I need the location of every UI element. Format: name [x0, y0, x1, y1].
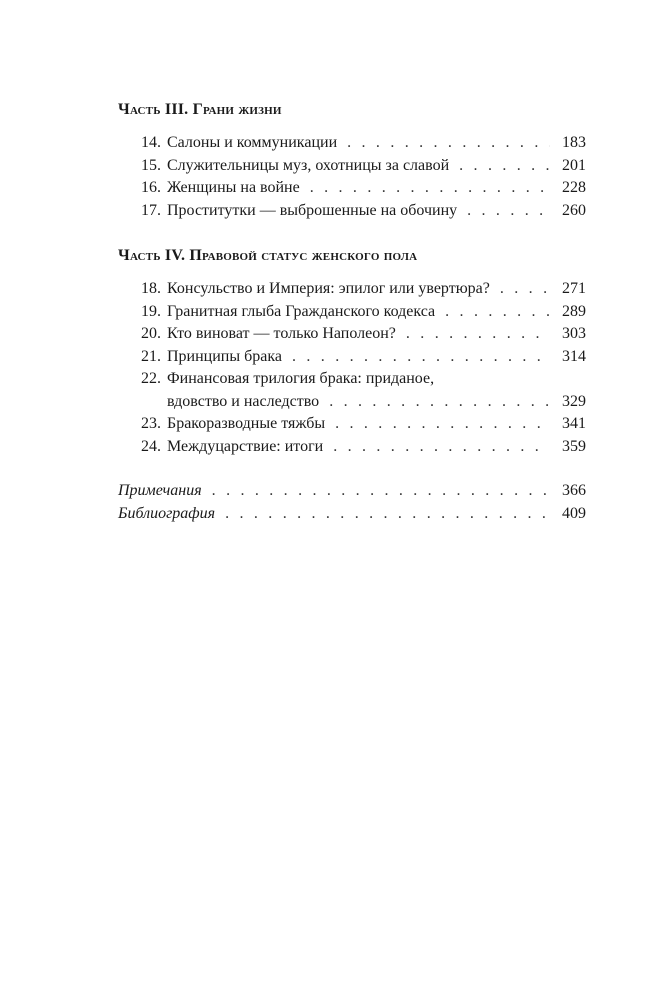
chapter-title: Кто виноват — только Наполеон? — [167, 325, 396, 342]
dot-leader — [347, 132, 550, 155]
chapter-title: Бракоразводные тяжбы — [167, 415, 326, 432]
page-number: 183 — [562, 134, 586, 151]
toc-entry[interactable] — [141, 436, 586, 459]
toc-entry[interactable] — [141, 323, 586, 346]
chapter-number: 22. — [141, 370, 161, 387]
chapter-number: 20. — [141, 325, 161, 342]
chapter-title: Междуцарствие: итоги — [167, 437, 324, 455]
dot-leader — [467, 200, 550, 223]
dot-leader — [500, 278, 550, 301]
page-number: 329 — [562, 392, 586, 410]
toc-entry[interactable] — [141, 301, 586, 324]
dot-leader — [212, 480, 550, 503]
chapter-list — [118, 132, 586, 222]
dot-leader — [406, 323, 550, 346]
toc-entry[interactable] — [141, 177, 586, 200]
chapter-number: 15. — [141, 156, 161, 174]
chapter-number: 24. — [141, 437, 161, 455]
toc-entry-bibliography[interactable] — [118, 503, 586, 526]
table-of-contents — [118, 98, 586, 525]
toc-entry[interactable] — [141, 278, 586, 301]
chapter-title: Проститутки — выброшенные на обочину — [167, 201, 458, 219]
page-number: 289 — [562, 302, 586, 320]
chapter-number: 16. — [141, 179, 161, 196]
dot-leader — [310, 177, 550, 200]
chapter-title-line-1: Финансовая трилогия брака: приданое, — [167, 370, 435, 387]
chapter-title: Принципы брака — [167, 347, 282, 365]
page-number: 366 — [562, 482, 586, 499]
chapter-number: 14. — [141, 134, 161, 151]
dot-leader — [333, 436, 550, 459]
dot-leader — [292, 346, 550, 369]
dot-leader — [335, 413, 550, 436]
chapter-number: 17. — [141, 201, 161, 219]
page-number: 409 — [562, 504, 586, 522]
part-iv — [118, 244, 586, 458]
back-matter-title: Примечания — [118, 482, 202, 499]
page-number: 303 — [562, 325, 586, 342]
chapter-title: Гранитная глыба Гражданского кодекса — [167, 302, 436, 320]
page-number: 359 — [562, 437, 586, 455]
chapter-number: 23. — [141, 415, 161, 432]
dot-leader — [445, 301, 550, 324]
part-heading: Часть IV. Правовой статус женского пола — [118, 247, 418, 264]
page-number: 341 — [562, 415, 586, 432]
chapter-number: 18. — [141, 280, 161, 297]
chapter-title-line-2: вдовство и наследство — [167, 392, 320, 410]
page-number: 201 — [562, 156, 586, 174]
part-iii — [118, 98, 586, 222]
page-number: 260 — [562, 201, 586, 219]
toc-entry[interactable] — [141, 413, 586, 436]
chapter-title: Женщины на войне — [167, 179, 300, 196]
chapter-number: 21. — [141, 347, 161, 365]
chapter-number: 19. — [141, 302, 161, 320]
toc-entry-notes[interactable] — [118, 480, 586, 503]
chapter-list — [118, 278, 586, 458]
chapter-title: Служительницы муз, охотницы за славой — [167, 156, 450, 174]
part-heading: Часть III. Грани жизни — [118, 101, 282, 118]
dot-leader — [459, 155, 550, 178]
page-number: 271 — [562, 280, 586, 297]
chapter-title: Консульство и Империя: эпилог или увертюра? — [167, 280, 490, 297]
dot-leader — [225, 503, 550, 526]
dot-leader — [329, 391, 550, 414]
chapter-title: Салоны и коммуникации — [167, 134, 338, 151]
back-matter — [118, 480, 586, 525]
toc-entry[interactable] — [141, 346, 586, 369]
page-number: 314 — [562, 347, 586, 365]
toc-entry[interactable] — [141, 132, 586, 155]
page-number: 228 — [562, 179, 586, 196]
toc-entry[interactable] — [141, 200, 586, 223]
toc-entry[interactable] — [141, 155, 586, 178]
toc-entry[interactable] — [141, 368, 586, 413]
back-matter-title: Библиография — [118, 504, 216, 522]
